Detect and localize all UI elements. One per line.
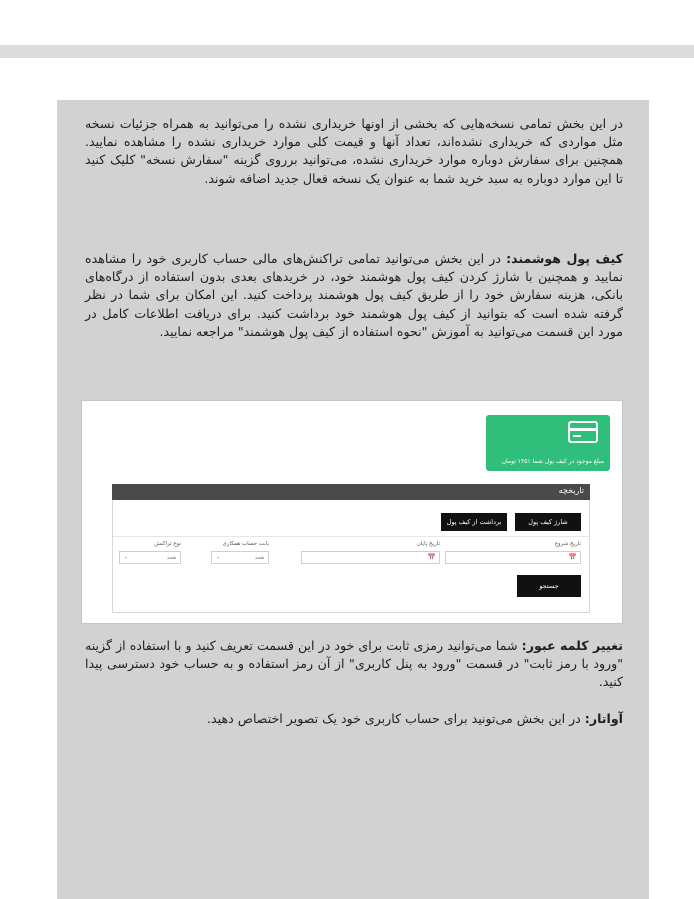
- start-date-field[interactable]: [445, 551, 581, 564]
- credit-card-icon: [568, 421, 598, 443]
- smart-wallet-description: در این بخش می‌توانید تمامی تراکنش‌های مالی حساب کاربری خود را مشاهده نمایید و همچنین با شارژ کردن کیف پول هوشمند خود، در خریدهای بعدی بدون استفاده از درگاه‌های بانکی، هزینه سفارش خود را از طریق کیف پول هوشمند پرداخت کنید. این امکان برای شما در نظر گرفته شده است که بتوانید از کیف پول هوشمند خود برداشت کنید. برای دریافت اطلاعات کامل در مورد این قسمت می‌توانید به آموزش "نحوه استفاده از کیف پول هوشمند" مراجعه نمایید.: [85, 251, 623, 339]
- smart-wallet-term: کیف پول هوشمند:: [506, 251, 623, 266]
- history-filter-box: [112, 500, 590, 613]
- end-date-field[interactable]: [301, 551, 440, 564]
- content-panel: [57, 100, 649, 899]
- calendar-icon: 📅: [568, 553, 577, 561]
- change-password-term: تغییر کلمه عبور:: [521, 638, 623, 653]
- paragraph-smart-wallet: [85, 250, 623, 341]
- top-separator-band: [0, 45, 694, 58]
- wallet-balance-text: مبلغ موجود در کیف پول شما ۱۳۵۱ تومان: [501, 458, 604, 465]
- charge-wallet-button[interactable]: شارژ کیف پول: [515, 513, 581, 531]
- calendar-icon: 📅: [427, 553, 436, 561]
- start-date-label: تاریخ شروع: [554, 541, 581, 547]
- withdraw-wallet-button[interactable]: برداشت از کیف پول: [441, 513, 507, 531]
- wallet-balance-card: [486, 415, 610, 471]
- filter-divider: [113, 536, 589, 537]
- partner-account-label: بابت حساب همکاری: [222, 541, 269, 547]
- end-date-label: تاریخ پایان: [416, 541, 440, 547]
- chevron-down-icon: ⌄: [216, 554, 221, 560]
- paragraph-change-password: [85, 637, 623, 692]
- chevron-down-icon: ⌄: [124, 554, 129, 560]
- transaction-type-select[interactable]: [119, 551, 181, 564]
- history-title: تاریخچه: [558, 486, 584, 495]
- partner-account-select[interactable]: [211, 551, 269, 564]
- history-header-bar: [112, 484, 590, 500]
- paragraph-unpurchased-prescriptions: در این بخش تمامی نسخه‌هایی که بخشی از اونها خریداری نشده را می‌توانید به همراه جزئیات نسخه مثل مواردی که خریداری نشده‌اند، تعداد آنها و قیمت کلی موارد خریداری نشده را مشاهده نمایید. همچنین برای سفارش دوباره موارد خریداری نشده، می‌توانید برروی گزینه "سفارش نسخه" کلیک کنید تا این موارد دوباره به سبد خرید شما به عنوان یک نسخه فعال جدید اضافه شوند.: [85, 116, 623, 186]
- transaction-type-label: نوع تراکنش: [154, 541, 181, 547]
- avatar-term: آواتار:: [584, 711, 623, 726]
- avatar-description: در این بخش می‌تونید برای حساب کاربری خود یک تصویر اختصاص دهید.: [207, 711, 585, 726]
- paragraph-avatar: [85, 710, 623, 728]
- search-button[interactable]: جستجو: [517, 575, 581, 597]
- transaction-type-value: همه: [166, 555, 176, 561]
- change-password-description: شما می‌توانید رمزی ثابت برای خود در این قسمت تعریف کنید و با استفاده از گزینه "ورود با رمز ثابت" در قسمت "ورود به پنل کاربری" از آن رمز استفاده و به حساب خود دسترسی پیدا کنید.: [85, 638, 623, 690]
- wallet-screenshot: [82, 401, 622, 623]
- partner-account-value: همه: [254, 555, 264, 561]
